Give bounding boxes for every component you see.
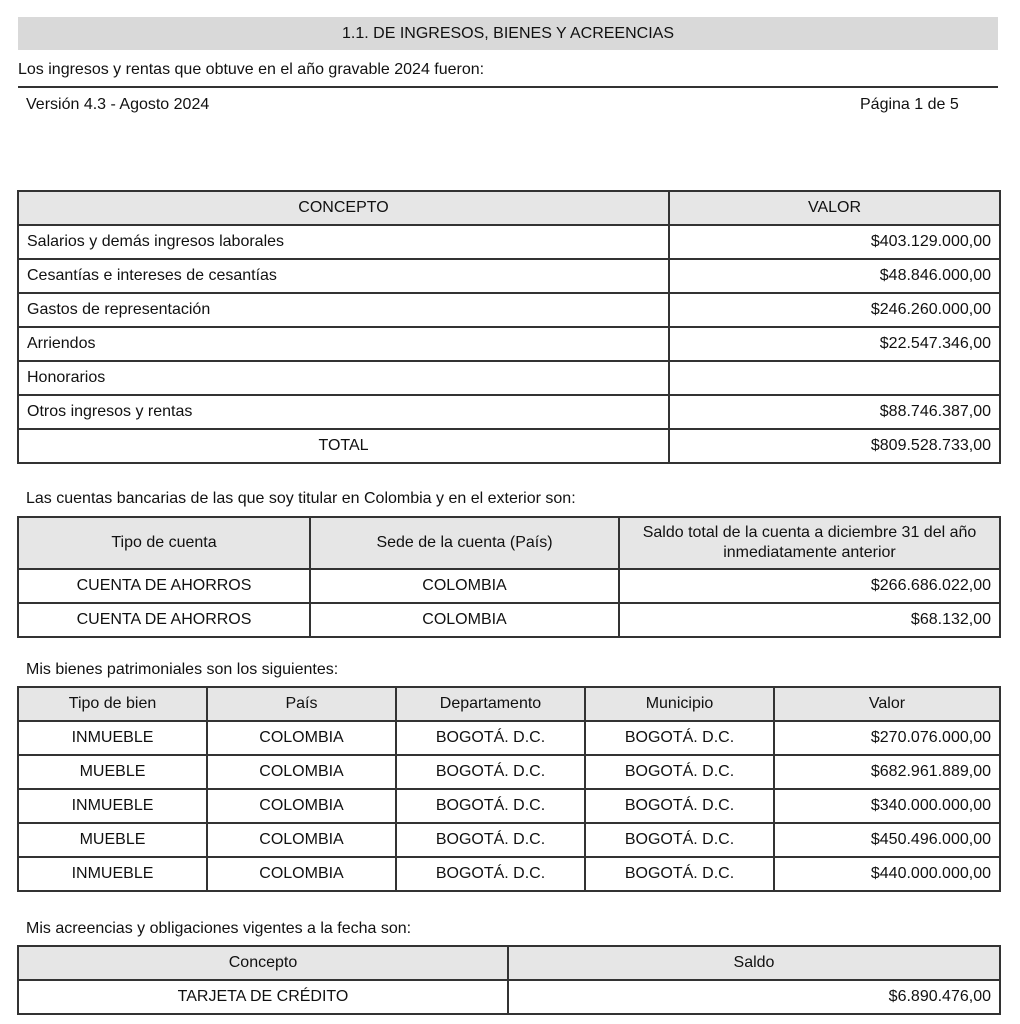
concept-cell: Gastos de representación [18,293,669,327]
divider [18,86,998,88]
column-header-valor: Valor [774,687,1000,721]
country-cell: COLOMBIA [207,755,396,789]
section-title: 1.1. DE INGRESOS, BIENES Y ACREENCIAS [18,17,998,50]
value-cell: $246.260.000,00 [669,293,1000,327]
balance-cell: $266.686.022,00 [619,569,1000,603]
accounts-table [17,516,1001,638]
concept-cell: Honorarios [18,361,669,395]
department-cell: BOGOTÁ. D.C. [396,755,585,789]
country-cell: COLOMBIA [207,721,396,755]
column-header-concepto: Concepto [18,946,508,980]
account-type-cell: CUENTA DE AHORROS [18,603,310,637]
column-header-tipo-bien: Tipo de bien [18,687,207,721]
debts-table [17,945,1001,1015]
column-header-departamento: Departamento [396,687,585,721]
country-cell: COLOMBIA [207,857,396,891]
municipality-cell: BOGOTÁ. D.C. [585,823,774,857]
column-header-saldo: Saldo total de la cuenta a diciembre 31 del año inmediatamente anterior [619,517,1000,569]
total-row [18,429,1000,463]
value-cell: $682.961.889,00 [774,755,1000,789]
account-type-cell: CUENTA DE AHORROS [18,569,310,603]
assets-table [17,686,1001,892]
concept-cell: Salarios y demás ingresos laborales [18,225,669,259]
value-cell: $403.129.000,00 [669,225,1000,259]
table-row [18,789,1000,823]
value-cell: $48.846.000,00 [669,259,1000,293]
value-cell: $340.000.000,00 [774,789,1000,823]
table-row [18,857,1000,891]
asset-type-cell: INMUEBLE [18,721,207,755]
municipality-cell: BOGOTÁ. D.C. [585,789,774,823]
column-header-sede: Sede de la cuenta (País) [310,517,619,569]
asset-type-cell: INMUEBLE [18,857,207,891]
page-number: Página 1 de 5 [860,96,959,113]
total-label: TOTAL [18,429,669,463]
assets-caption: Mis bienes patrimoniales son los siguientes: [26,661,339,678]
country-cell: COLOMBIA [207,789,396,823]
department-cell: BOGOTÁ. D.C. [396,857,585,891]
column-header-valor: VALOR [669,191,1000,225]
intro-text: Los ingresos y rentas que obtuve en el año gravable 2024 fueron: [18,61,485,78]
version-label: Versión 4.3 - Agosto 2024 [26,96,210,113]
municipality-cell: BOGOTÁ. D.C. [585,857,774,891]
concept-cell: Otros ingresos y rentas [18,395,669,429]
value-cell: $22.547.346,00 [669,327,1000,361]
country-cell: COLOMBIA [207,823,396,857]
table-row [18,293,1000,327]
asset-type-cell: MUEBLE [18,823,207,857]
table-row [18,225,1000,259]
table-row [18,755,1000,789]
accounts-caption: Las cuentas bancarias de las que soy titular en Colombia y en el exterior son: [26,490,576,507]
department-cell: BOGOTÁ. D.C. [396,789,585,823]
value-cell: $450.496.000,00 [774,823,1000,857]
department-cell: BOGOTÁ. D.C. [396,823,585,857]
concept-cell: TARJETA DE CRÉDITO [18,980,508,1014]
value-cell: $440.000.000,00 [774,857,1000,891]
table-row [18,259,1000,293]
column-header-tipo-cuenta: Tipo de cuenta [18,517,310,569]
concept-cell: Arriendos [18,327,669,361]
debts-caption: Mis acreencias y obligaciones vigentes a la fecha son: [26,920,412,937]
table-row [18,395,1000,429]
country-cell: COLOMBIA [310,569,619,603]
asset-type-cell: INMUEBLE [18,789,207,823]
table-row [18,569,1000,603]
table-row [18,980,1000,1014]
balance-cell: $6.890.476,00 [508,980,1000,1014]
value-cell: $270.076.000,00 [774,721,1000,755]
table-row [18,721,1000,755]
value-cell: $88.746.387,00 [669,395,1000,429]
department-cell: BOGOTÁ. D.C. [396,721,585,755]
total-value: $809.528.733,00 [669,429,1000,463]
balance-cell: $68.132,00 [619,603,1000,637]
municipality-cell: BOGOTÁ. D.C. [585,721,774,755]
municipality-cell: BOGOTÁ. D.C. [585,755,774,789]
income-table [17,190,1001,464]
column-header-municipio: Municipio [585,687,774,721]
concept-cell: Cesantías e intereses de cesantías [18,259,669,293]
column-header-concepto: CONCEPTO [18,191,669,225]
column-header-saldo: Saldo [508,946,1000,980]
value-cell [669,361,1000,395]
table-row [18,823,1000,857]
table-row [18,361,1000,395]
asset-type-cell: MUEBLE [18,755,207,789]
country-cell: COLOMBIA [310,603,619,637]
table-row [18,327,1000,361]
table-row [18,603,1000,637]
column-header-pais: País [207,687,396,721]
